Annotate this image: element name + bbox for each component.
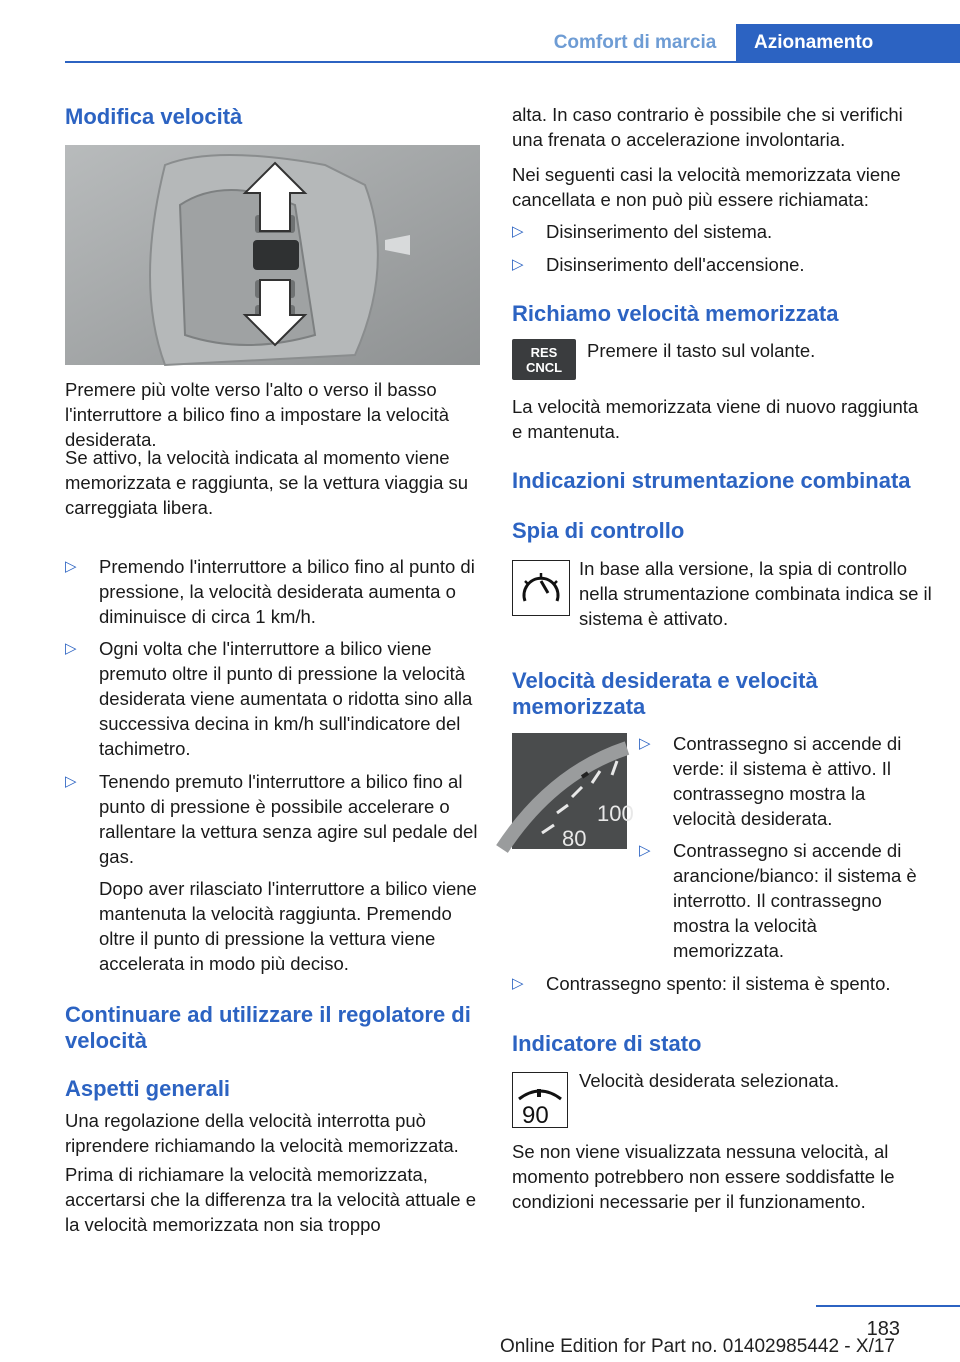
list-item-text: Tenendo premuto l'interruttore a bilico fino al punto di pressione è possibile accelerare o rallentare la vettura senza agire sul pedale del gas. <box>99 771 478 867</box>
paragraph-premere-tasto: Premere il tasto sul volante. <box>587 340 816 361</box>
header-rule <box>65 61 960 63</box>
paragraph-premere: Premere più volte verso l'alto o verso il basso l'interruttore a bilico fino a impostare la velocità desiderata. <box>65 379 449 450</box>
triangle-bullet-icon: ▷ <box>65 558 77 575</box>
paragraph-in-base: In base alla versione, la spia di controllo nella strumentazione combinata indica se il sistema è attivato. <box>579 558 932 629</box>
paragraph-regolazione: Una regolazione della velocità interrotta può riprendere richiamando la velocità memorizzata. <box>65 1110 459 1156</box>
triangle-bullet-icon: ▷ <box>65 773 77 790</box>
heading-continuare: Continuare ad utilizzare il regolatore di velocità <box>65 1002 471 1053</box>
list-item-text: Premendo l'interruttore a bilico fino al punto di pressione, la velocità desiderata aumenta o diminuisce di circa 1 km/h. <box>99 556 475 627</box>
cruise-control-indicator-icon <box>512 560 570 616</box>
heading-spia-controllo: Spia di controllo <box>512 518 685 543</box>
list-item-text: Ogni volta che l'interruttore a bilico viene premuto oltre il punto di pressione la velocità desiderata viene aumentata o ridotta sino alla successiva decina in km/h sull'indicatore del tachimetro. <box>99 638 473 759</box>
list-item <box>639 838 932 963</box>
heading-indicatore-stato: Indicatore di stato <box>512 1031 702 1056</box>
list-item <box>65 554 480 629</box>
footer-rule <box>816 1305 960 1307</box>
steering-wheel-photo <box>65 145 480 365</box>
triangle-bullet-icon: ▷ <box>639 735 651 752</box>
header-chapter-tab: Azionamento <box>736 24 960 62</box>
list-item <box>512 219 932 244</box>
triangle-bullet-icon: ▷ <box>512 975 524 992</box>
speedometer-photo <box>512 733 634 851</box>
gauge-label-80: 80 <box>562 826 587 851</box>
list-item <box>512 252 932 277</box>
res-cncl-button-icon <box>512 339 576 380</box>
paragraph-nei-seguenti: Nei seguenti casi la velocità memorizzata viene cancellata e non può più essere richiamata: <box>512 164 901 210</box>
paragraph-se-non: Se non viene visualizzata nessuna velocità, al momento potrebbero non essere soddisfatte le condizioni necessarie per il funzionamento. <box>512 1141 895 1212</box>
page-number: 183 <box>866 1318 900 1340</box>
list-item-text: Contrassegno spento: il sistema è spento. <box>546 973 891 994</box>
status-speed-value: 90 <box>522 1102 549 1129</box>
list-item-text: Contrassegno si accende di verde: il sistema è attivo. Il contrassegno mostra la velocità desiderata. <box>673 733 902 829</box>
heading-velocita-desiderata: Velocità desiderata e velocità memorizzata <box>512 668 818 719</box>
paragraph-alta: alta. In caso contrario è possibile che si verifichi una frenata o accelerazione involontaria. <box>512 104 903 150</box>
paragraph-dopo-aver: Dopo aver rilasciato l'interruttore a bilico viene mantenuta la velocità raggiunta. Premendo oltre il punto di pressione la vettura viene accelerata in modo più deciso. <box>99 878 477 974</box>
list-item <box>512 971 932 996</box>
cncl-label: CNCL <box>525 359 563 375</box>
list-item <box>65 769 480 869</box>
speed-status-indicator-icon <box>512 1072 568 1128</box>
list-item <box>65 636 480 761</box>
triangle-bullet-icon: ▷ <box>65 640 77 657</box>
list-item-text: Disinserimento del sistema. <box>546 221 773 242</box>
list-item-text: Disinserimento dell'accensione. <box>546 254 805 275</box>
triangle-bullet-icon: ▷ <box>639 842 651 859</box>
triangle-bullet-icon: ▷ <box>512 223 524 240</box>
heading-modifica-velocita: Modifica velocità <box>65 104 243 129</box>
list-item-text: Contrassegno si accende di arancione/bianco: il sistema è interrotto. Il contrassegno mostra la velocità memorizzata. <box>673 840 917 961</box>
heading-aspetti-generali: Aspetti generali <box>65 1076 231 1101</box>
list-item <box>639 731 932 831</box>
paragraph-prima-di: Prima di richiamare la velocità memorizzata, accertarsi che la differenza tra la velocità attuale e la velocità memorizzata non sia troppo <box>65 1164 476 1235</box>
heading-indicazioni: Indicazioni strumentazione combinata <box>512 468 911 493</box>
paragraph-velocita-selezionata: Velocità desiderata selezionata. <box>579 1070 840 1091</box>
triangle-bullet-icon: ▷ <box>512 256 524 273</box>
paragraph-velocita-memorizzata: La velocità memorizzata viene di nuovo raggiunta e mantenuta. <box>512 396 919 442</box>
heading-richiamo: Richiamo velocità memorizzata <box>512 301 839 326</box>
gauge-label-100: 100 <box>597 801 634 826</box>
footer-edition: Online Edition for Part no. 01402985442 - X/17 <box>499 1336 895 1357</box>
paragraph-se-attivo: Se attivo, la velocità indicata al momento viene memorizzata e raggiunta, se la vettura viaggia su carreggiata libera. <box>65 447 469 518</box>
res-label: RES <box>530 344 558 360</box>
header-section-tab: Comfort di marcia <box>553 32 717 53</box>
